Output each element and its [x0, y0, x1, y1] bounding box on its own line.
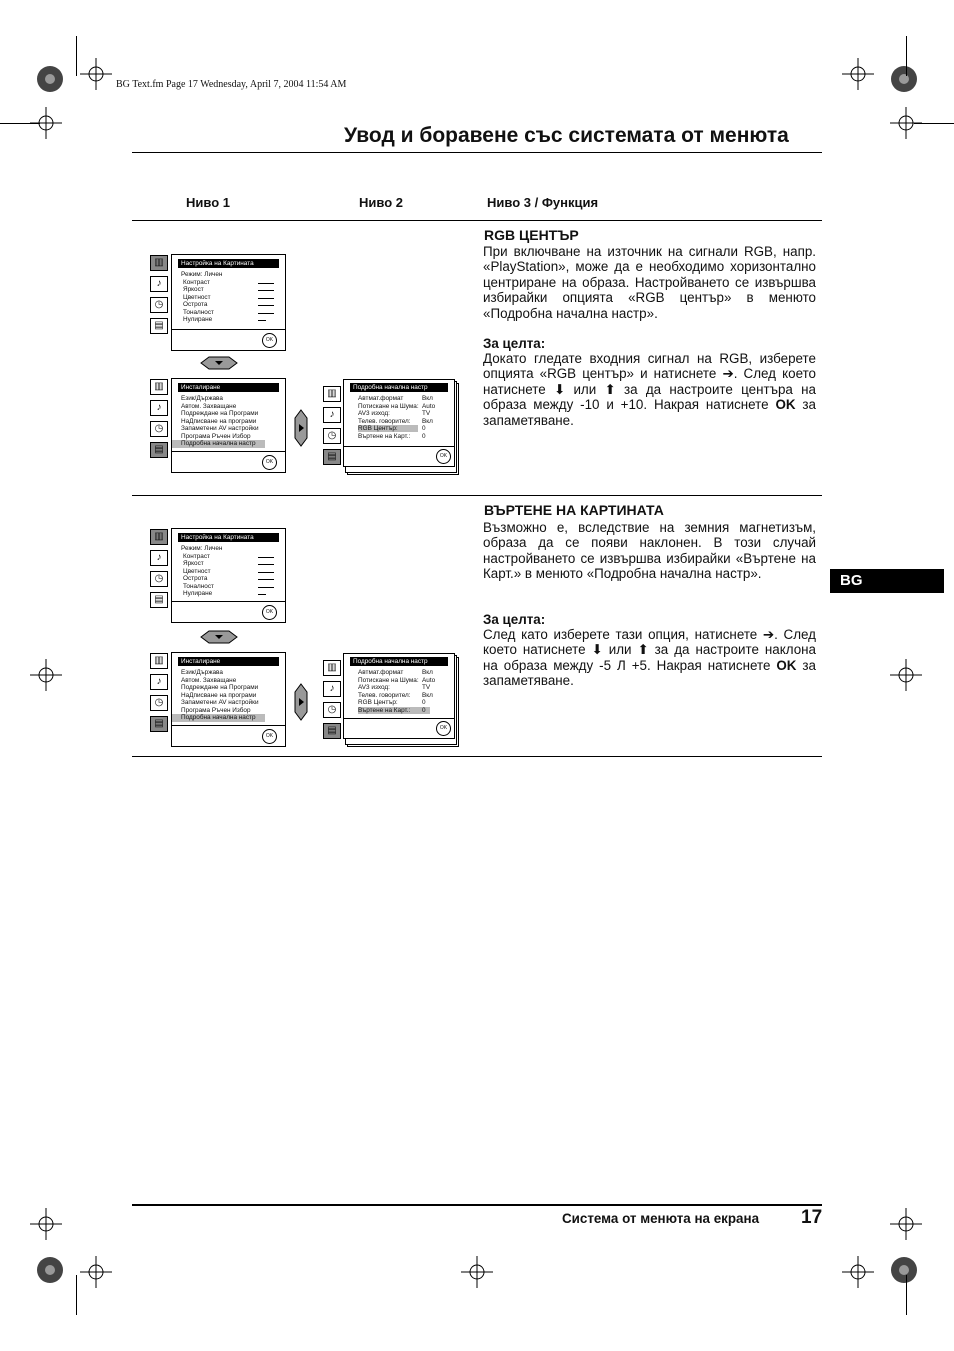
ok-button-icon: OK [436, 449, 451, 464]
menu-mode: Режим: Личен [181, 545, 223, 552]
menu-icon-column [323, 660, 341, 744]
menu-item: Автмат.формат [358, 395, 404, 402]
column-level1: Ниво 1 [186, 195, 230, 210]
menu-item-selected: Подробна начална настр [172, 714, 265, 722]
ok-button-icon: OK [436, 721, 451, 736]
menu-item: Яркост [183, 286, 204, 293]
menu-item: Цветност [183, 293, 211, 301]
menu-header: Настройка на Картината [178, 259, 279, 268]
install-menu [171, 378, 286, 473]
ok-button-icon: OK [262, 605, 277, 620]
menu-value: 0 [422, 706, 426, 714]
registration-mark [890, 659, 922, 691]
clock-icon: ◷ [323, 428, 341, 444]
install-menu [171, 652, 286, 747]
menu-value: TV [422, 684, 431, 691]
menu-header: Настройка на Картината [178, 533, 279, 542]
music-note-icon: ♪ [150, 276, 168, 292]
ok-button-icon: OK [262, 455, 277, 470]
arrow-down-icon [199, 630, 239, 644]
color-target [35, 64, 65, 94]
menu-item: Потискане на Шума: [358, 402, 419, 410]
clock-icon: ◷ [323, 702, 341, 718]
color-target [35, 1255, 65, 1285]
picture-icon: ▥ [150, 255, 168, 271]
color-target [889, 64, 919, 94]
menu-value: 0 [422, 425, 426, 432]
picture-icon: ▥ [323, 386, 341, 402]
menu-icon-column [150, 653, 168, 737]
registration-mark [842, 1256, 874, 1288]
section2-description: Възможно е, вследствие на земния магнетизъм, образа да се появи наклонен. В този случай настройването се извършва избирайки «Въртене на Карт.» в менюто «Подробна начална настр». [483, 520, 816, 582]
menu-item-selected: Въртене на Карт.: [358, 707, 430, 714]
menu-item: Автом. Захващане [181, 402, 237, 410]
menu-value: Вкл [422, 395, 433, 402]
menu-item: Нулиране [183, 316, 213, 323]
menu-value: 0 [422, 432, 426, 440]
menu-value: Auto [422, 402, 436, 410]
menu-icon-column [150, 529, 168, 613]
registration-mark [30, 1208, 62, 1240]
picture-icon: ▥ [150, 379, 168, 395]
registration-mark [30, 659, 62, 691]
color-target [889, 1255, 919, 1285]
section1-instructions: Докато гледате входния сигнал на RGB, изберете опцията «RGB център» и натиснете ➔. След което натиснете ⬇ или ⬆ за да настроите центъра на образа между -10 и +10. Накрая натиснете OK за запаметяване. [483, 351, 816, 428]
toolbox-icon: ▤ [150, 318, 168, 334]
menu-item: Потискане на Шума: [358, 676, 419, 684]
file-info-line: BG Text.fm Page 17 Wednesday, April 7, 2004 11:54 AM [116, 79, 347, 90]
menu-item: Нулиране [183, 590, 213, 597]
clock-icon: ◷ [150, 695, 168, 711]
menu-item: Програма Ръчен Избор [181, 432, 251, 440]
menu-value: Вкл [422, 691, 433, 699]
menu-header: Инсталиране [178, 657, 279, 666]
menu-value: Вкл [422, 417, 433, 425]
menu-icon-column [150, 255, 168, 339]
menu-item: Контраст [183, 278, 210, 286]
menu-mode: Режим: Личен [181, 271, 223, 278]
menu-header: Подробна начална настр [350, 657, 448, 666]
registration-mark [461, 1256, 493, 1288]
menu-item: Автом. Захващане [181, 676, 237, 684]
menu-item: Въртене на Карт.: [358, 432, 411, 440]
toolbox-icon: ▤ [150, 716, 168, 732]
menu-item: НаДписване на програми [181, 691, 257, 699]
section-title-picture-rotation: ВЪРТЕНЕ НА КАРТИНАТА [484, 502, 664, 518]
registration-mark [842, 58, 874, 90]
toolbox-icon: ▤ [323, 449, 341, 465]
menu-item: AV3 изход: [358, 410, 390, 417]
column-level3: Ниво 3 / Функция [487, 195, 599, 210]
menu-item: Език/Държава [181, 669, 223, 676]
menu-item: Тоналност [183, 582, 214, 590]
menu-item: Програма Ръчен Избор [181, 706, 251, 714]
menu-item: Телев. говорител: [358, 691, 411, 699]
menu-item: Автмат.формат [358, 669, 404, 676]
arrow-right-icon [293, 408, 309, 448]
clock-icon: ◷ [150, 571, 168, 587]
ok-button-icon: OK [262, 729, 277, 744]
music-note-icon: ♪ [323, 407, 341, 423]
picture-icon: ▥ [323, 660, 341, 676]
menu-item: Тоналност [183, 308, 214, 316]
menu-item: Острота [183, 301, 208, 308]
column-level2: Ниво 2 [359, 195, 403, 210]
toolbox-icon: ▤ [323, 723, 341, 739]
menu-item: Подреждане на Програми [181, 410, 259, 417]
detail-settings-menu [343, 653, 455, 739]
picture-icon: ▥ [150, 529, 168, 545]
language-tab-label: BG [840, 572, 863, 589]
menu-item: Острота [183, 575, 208, 582]
registration-mark [80, 58, 112, 90]
menu-header: Подробна начална настр [350, 383, 448, 392]
menu-item: AV3 изход: [358, 684, 390, 691]
footer-section-name: Система от менюта на екрана [562, 1211, 760, 1226]
clock-icon: ◷ [150, 421, 168, 437]
arrow-right-icon [293, 682, 309, 722]
section2-goal-label: За целта: [483, 612, 546, 627]
arrow-down-icon [199, 356, 239, 370]
menu-item: Запаметени AV настройки [181, 699, 259, 706]
menu-icon-column [150, 379, 168, 463]
section1-description: При включване на източник на сигнали RGB, напр. «PlayStation», може да е необходимо хоризонтално центриране на образа. Настройването се извършва избирайки опцията «RGB център» в менюто «Подробна начална настр». [483, 244, 816, 321]
music-note-icon: ♪ [150, 550, 168, 566]
page-number: 17 [801, 1207, 823, 1228]
clock-icon: ◷ [150, 297, 168, 313]
menu-item: RGB Център: [358, 699, 398, 706]
menu-value: 0 [422, 699, 426, 706]
menu-item-selected: RGB Център: [358, 425, 418, 432]
picture-settings-menu [171, 528, 286, 623]
menu-item: НаДписване на програми [181, 417, 257, 425]
toolbox-icon: ▤ [150, 442, 168, 458]
menu-item: Запаметени AV настройки [181, 425, 259, 432]
registration-mark [890, 1208, 922, 1240]
menu-item: Контраст [183, 552, 210, 560]
menu-header: Инсталиране [178, 383, 279, 392]
music-note-icon: ♪ [150, 400, 168, 416]
menu-item: Яркост [183, 560, 204, 567]
menu-icon-column [323, 386, 341, 470]
menu-item: Цветност [183, 567, 211, 575]
music-note-icon: ♪ [150, 674, 168, 690]
language-tab [830, 569, 944, 593]
menu-item: Език/Държава [181, 395, 223, 402]
ok-button-icon: OK [262, 333, 277, 348]
menu-item-selected: Подробна начална настр [172, 440, 265, 448]
toolbox-icon: ▤ [150, 592, 168, 608]
section1-goal-label: За целта: [483, 336, 546, 351]
registration-mark [80, 1256, 112, 1288]
page-title: Увод и боравене със системата от менюта [344, 124, 789, 147]
menu-item: Подреждане на Програми [181, 684, 259, 691]
menu-item: Телев. говорител: [358, 417, 411, 425]
section-title-rgb-center: RGB ЦЕНТЪР [484, 227, 579, 243]
picture-settings-menu [171, 254, 286, 351]
section2-instructions: След като изберете тази опция, натиснете ➔. След което натиснете ⬇ или ⬆ за да настроите наклона на образа между -5 Л +5. Накрая натиснете OK за запаметяване. [483, 627, 817, 689]
picture-icon: ▥ [150, 653, 168, 669]
menu-value: Вкл [422, 669, 433, 676]
menu-value: Auto [422, 676, 436, 684]
menu-value: TV [422, 410, 431, 417]
detail-settings-menu [343, 379, 455, 467]
music-note-icon: ♪ [323, 681, 341, 697]
